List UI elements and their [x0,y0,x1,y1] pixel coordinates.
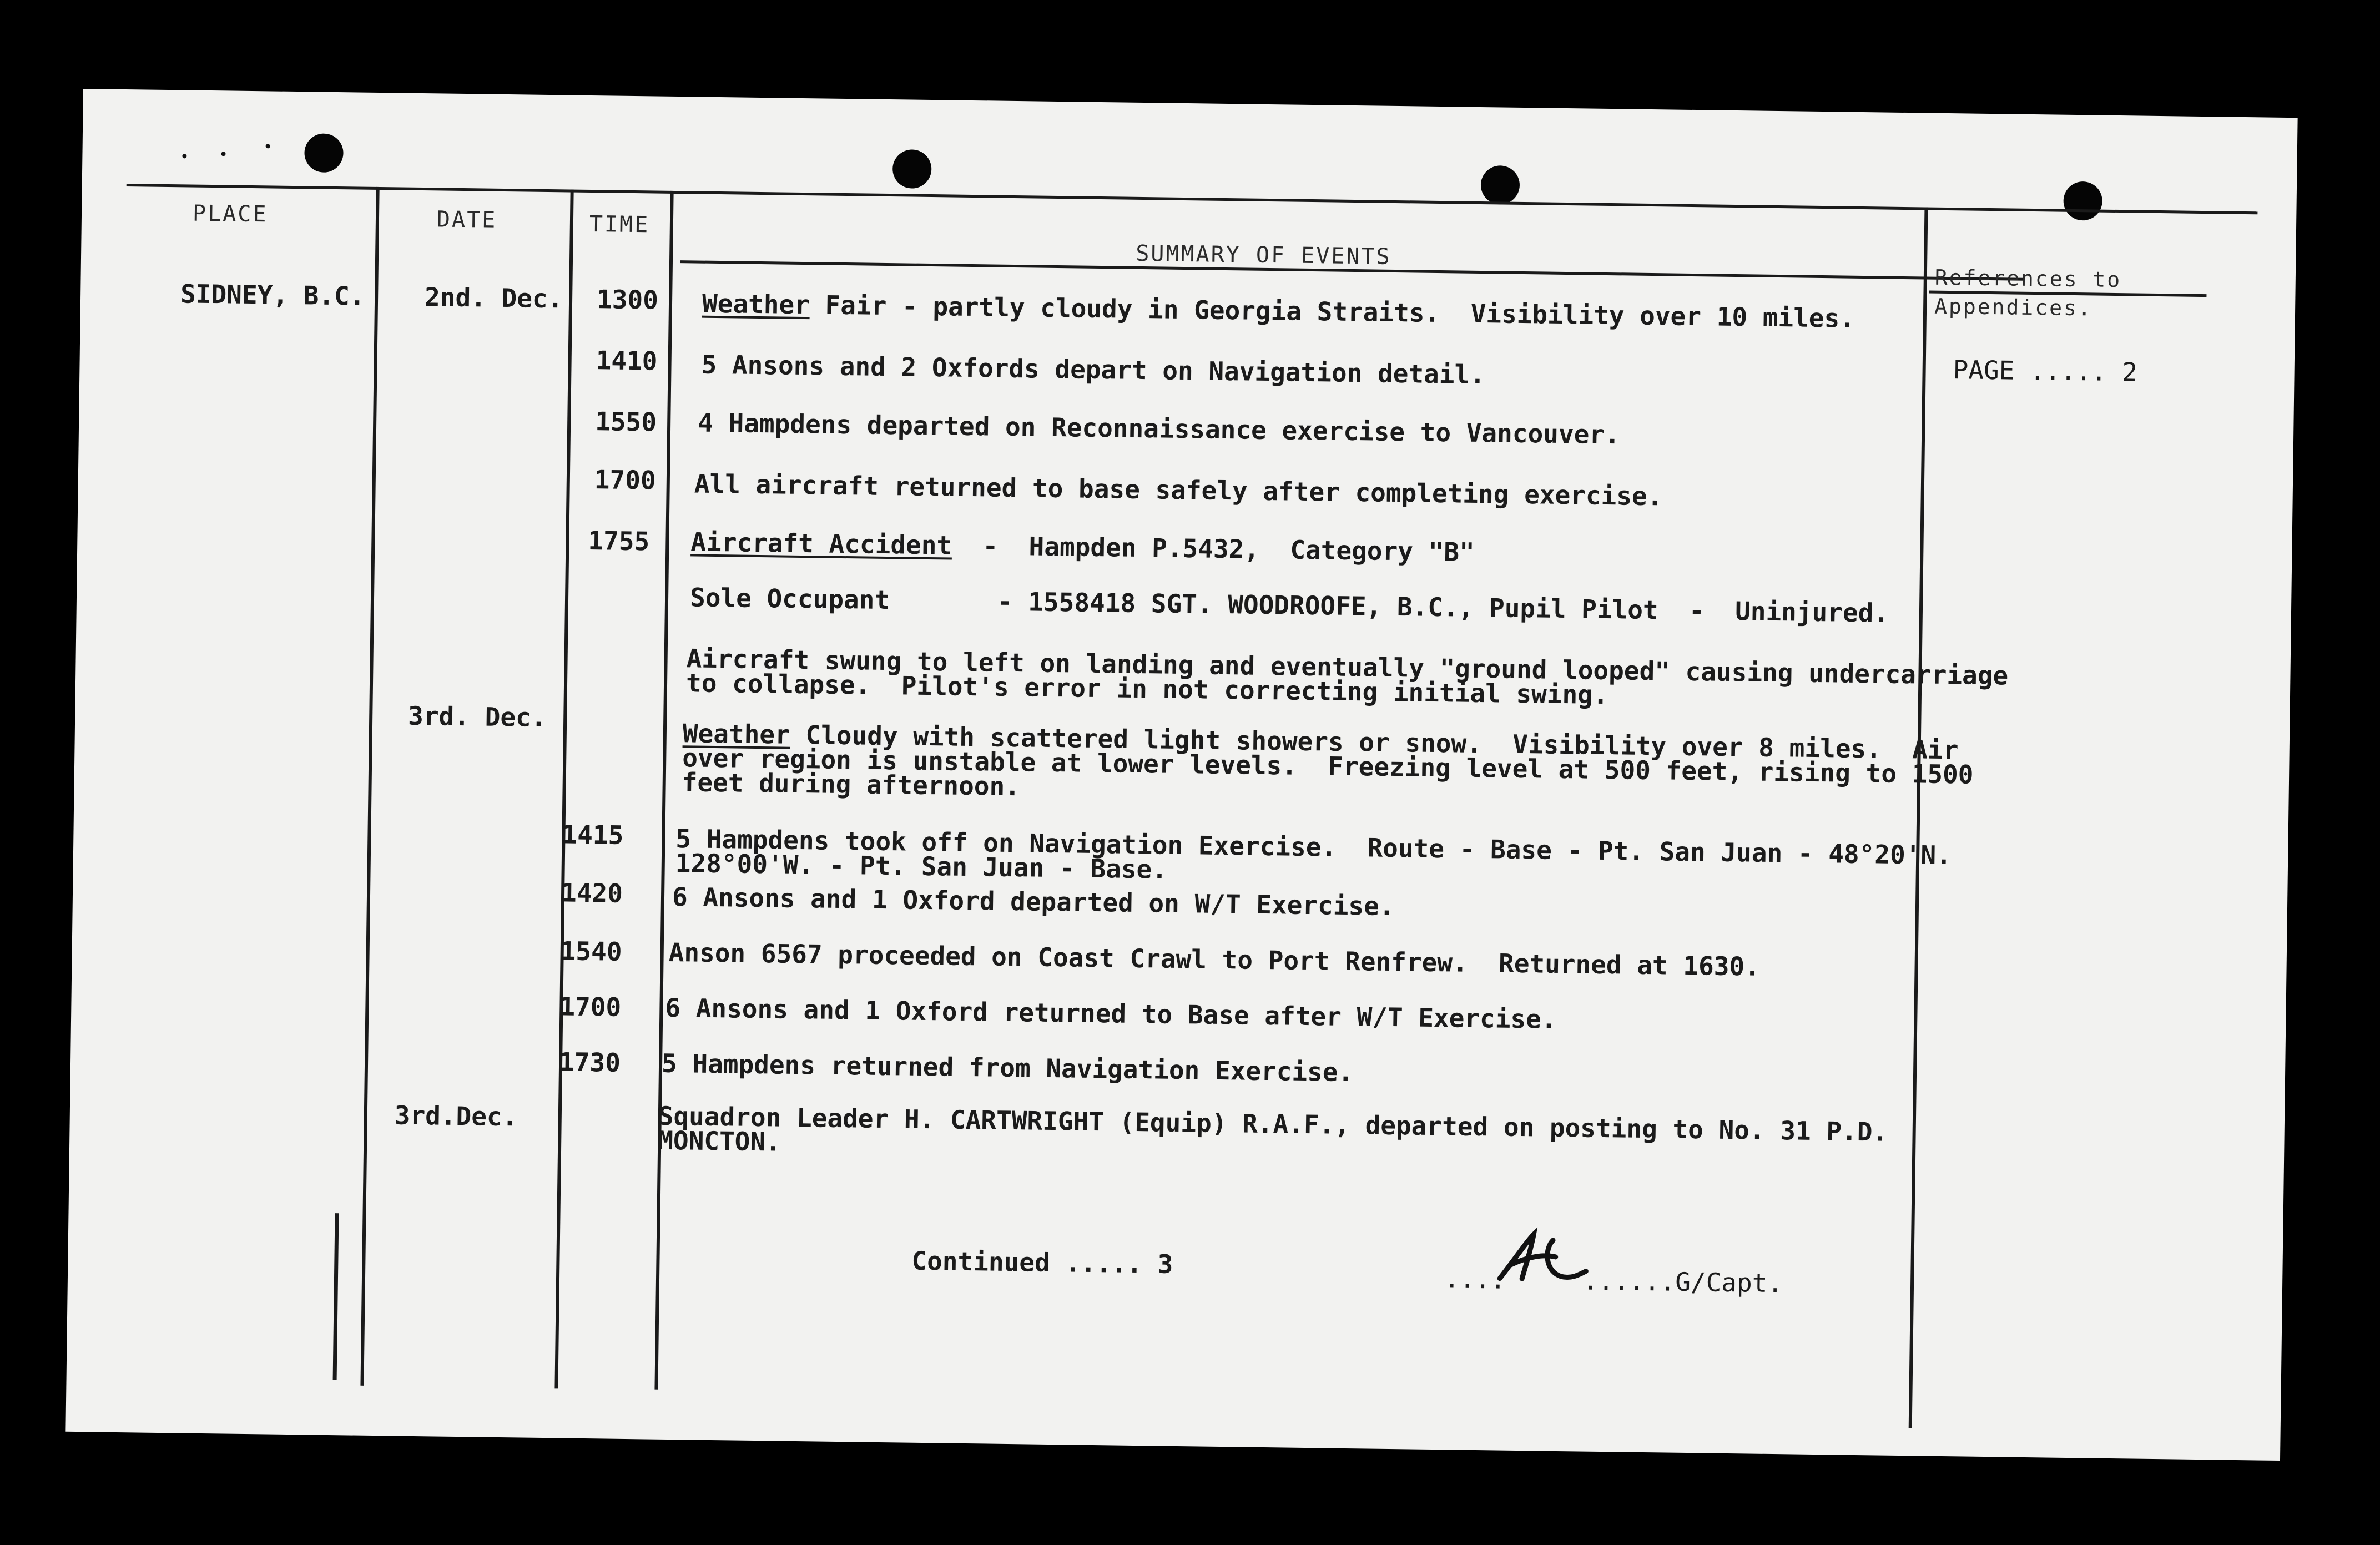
signature-mark [1494,1223,1590,1290]
entry-text: Weather Cloudy with scattered light showers or snow. Visibility over 8 miles. Air over region is unstable at lower levels. Freezing level at 500 feet, rising to 1500 feet during afternoon. [682,718,1974,802]
entry-time: 1700 [559,991,622,1022]
punch-hole [892,149,932,189]
entry-time: 1730 [558,1047,621,1078]
place-col-mark [333,1213,339,1380]
entry-time: 1700 [594,464,656,496]
col-divider-summary-ref [1909,207,1928,1428]
entry-text: Weather Fair - partly cloudy in Georgia Straits. Visibility over 10 miles. [702,288,1855,334]
punch-hole [304,133,344,173]
entry-text: 5 Hampdens took off on Navigation Exercise. Route - Base - Pt. San Juan - 48°20'N. 128°00'W. - Pt. San Juan - Base. [675,824,1952,885]
entry-text: Squadron Leader H. CARTWRIGHT (Equip) R.A.F., departed on posting to No. 31 P.D. MONCTON. [657,1100,1888,1157]
header-summary: SUMMARY OF EVENTS [1135,240,1391,270]
signature-leader: .... [1444,1264,1506,1295]
entry-heading: Weather [682,718,791,750]
col-divider-place-date [360,187,379,1386]
entry-time: 1415 [562,819,624,850]
document-sheet [65,89,2297,1461]
signature-title: ......G/Capt. [1582,1265,1783,1299]
entry-text: All aircraft returned to base safely after completing exercise. [694,468,1663,512]
entry-text: 5 Hampdens returned from Navigation Exercise. [661,1048,1354,1088]
page-reference: PAGE ..... 2 [1953,355,2138,387]
col-divider-date-time [554,190,573,1389]
punch-hole [2063,181,2102,221]
header-references: References to Appendices. [1934,265,2122,321]
place-value: SIDNEY, B.C. [180,279,365,311]
entry-text: Aircraft swung to left on landing and eventually "ground looped" causing undercarriage to collapse. Pilot's error in not correcting initial swing. [685,643,2009,710]
entry-time: 1300 [596,284,659,315]
entry-text: 4 Hampdens departed on Reconnaissance exercise to Vancouver. [697,407,1621,450]
entry-text: Anson 6567 proceeded on Coast Crawl to Port Renfrew. Returned at 1630. [668,937,1761,982]
entry-text: Aircraft Accident - Hampden P.5432, Category "B" [690,527,1475,567]
entry-time: 1550 [594,406,657,437]
date-entry: 3rd. Dec. [407,700,547,733]
date-entry: 3rd.Dec. [394,1100,518,1132]
col-divider-time-summary [654,191,673,1390]
entry-text: 6 Ansons and 1 Oxford departed on W/T Exercise. [672,882,1395,922]
entry-time: 1540 [560,936,622,967]
date-entry: 2nd. Dec. [424,282,563,314]
continued-note: Continued ..... 3 [911,1245,1173,1279]
punch-hole [1480,165,1520,205]
entry-time: 1410 [596,345,658,376]
header-time: TIME [589,211,650,238]
entry-text: 5 Ansons and 2 Oxfords depart on Navigation detail. [701,349,1486,390]
entry-text: 6 Ansons and 1 Oxford returned to Base after W/T Exercise. [665,992,1557,1034]
entry-time: 1755 [588,525,650,557]
entry-time: 1420 [561,877,623,908]
entry-heading: Weather [702,288,810,320]
entry-text: Sole Occupant - 1558418 SGT. WOODROOFE, B.C., Pupil Pilot - Uninjured. [689,582,1889,628]
entry-heading: Aircraft Accident [690,527,952,561]
header-date: DATE [436,206,497,233]
header-place: PLACE [192,200,268,228]
